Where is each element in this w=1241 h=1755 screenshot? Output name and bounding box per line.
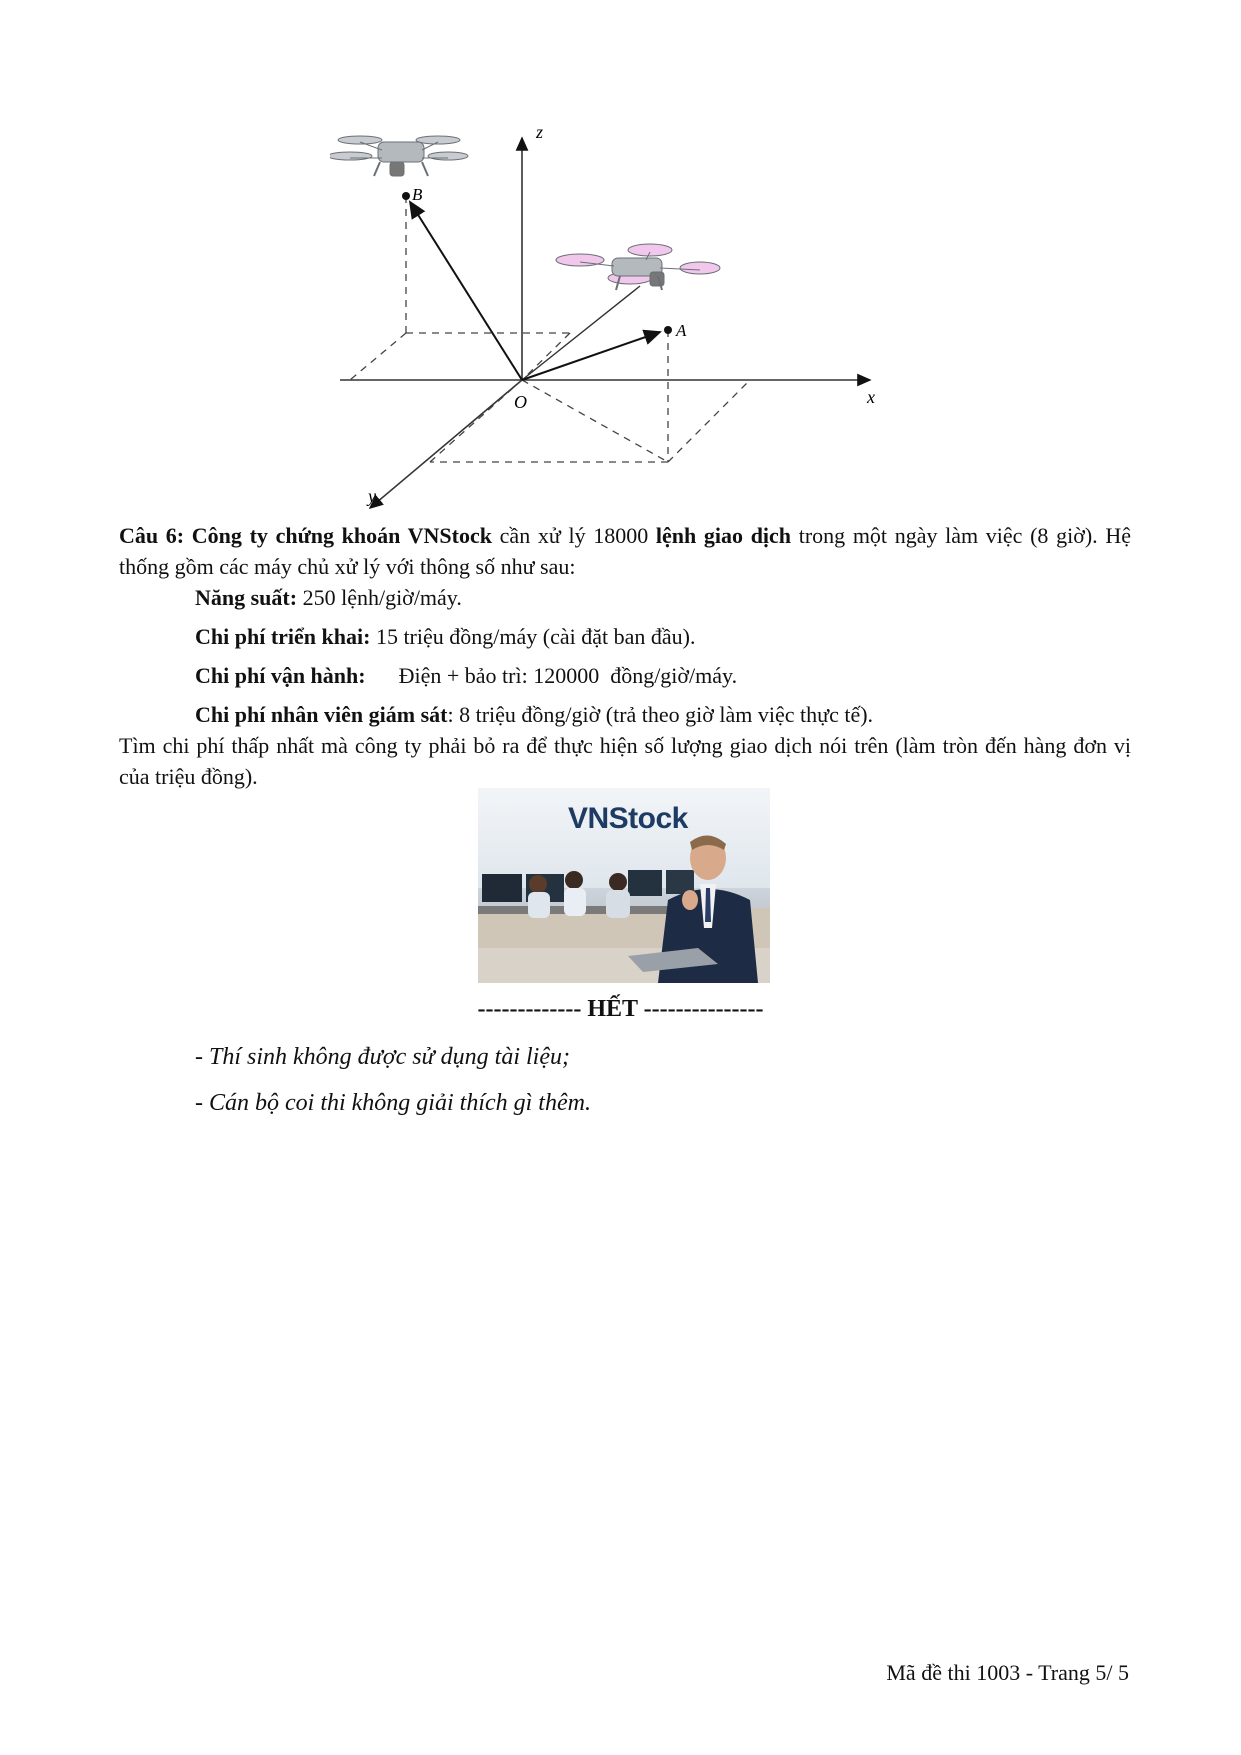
page-footer: Mã đề thi 1003 - Trang 5/ 5 xyxy=(886,1660,1129,1685)
y-axis xyxy=(370,380,522,508)
note-1: - Thí sinh không được sử dụng tài liệu; xyxy=(195,1044,570,1070)
axis-z-label: z xyxy=(536,122,544,142)
photo-brand-text: VNStock xyxy=(568,802,688,835)
point-a-label: A xyxy=(676,321,687,340)
axis-x-label: x xyxy=(867,387,875,407)
orders-label: lệnh giao dịch xyxy=(648,523,792,548)
intro-part2: trong một ngày làm việc (8 giờ). Hệ thống gồm các máy chủ xử lý với thông số như sau: xyxy=(119,523,1131,579)
spec-operating-cost: Chi phí vận hành: Điện + bảo trì: 120000 đồng/giờ/máy. xyxy=(195,663,738,688)
orders-count: 18000 xyxy=(593,523,649,548)
point-a-dot xyxy=(664,326,672,334)
note-2: - Cán bộ coi thi không giải thích gì thêm. xyxy=(195,1090,591,1116)
projection-lines-a xyxy=(430,330,750,462)
question-label: Câu 6: xyxy=(119,523,185,548)
question-task: Tìm chi phí thấp nhất mà công ty phải bỏ ra để thực hiện số lượng giao dịch nói trên (làm tròn đến hàng đơn vị của triệu đồng). xyxy=(119,733,1131,789)
office-scene xyxy=(478,788,770,983)
projection-lines-b xyxy=(350,196,570,380)
vector-oa xyxy=(522,332,660,380)
vector-ob xyxy=(410,202,522,380)
spec-staff-cost: Chi phí nhân viên giám sát: 8 triệu đồng/giờ (trả theo giờ làm việc thực tế). xyxy=(195,702,874,727)
spec-productivity: Năng suất: 250 lệnh/giờ/máy. xyxy=(195,585,462,610)
origin-label: O xyxy=(514,392,527,412)
office-photo xyxy=(478,788,770,983)
end-marker: ------------- HẾT --------------- xyxy=(477,996,764,1022)
spec-deploy-cost: Chi phí triển khai: 15 triệu đồng/máy (cài đặt ban đầu). xyxy=(195,624,696,649)
drone-a-icon xyxy=(556,244,720,290)
point-b-dot xyxy=(402,192,410,200)
intro-part1: cần xử lý xyxy=(492,523,594,548)
drone-b-icon xyxy=(330,136,468,176)
question-intro xyxy=(119,520,1131,582)
point-b-label: B xyxy=(412,185,423,204)
coordinate-diagram xyxy=(330,118,900,528)
axis-y-label: y xyxy=(368,486,376,506)
question-block xyxy=(119,520,1131,792)
company-name: Công ty chứng khoán VNStock xyxy=(191,523,492,548)
coordinate-figure xyxy=(330,118,900,528)
